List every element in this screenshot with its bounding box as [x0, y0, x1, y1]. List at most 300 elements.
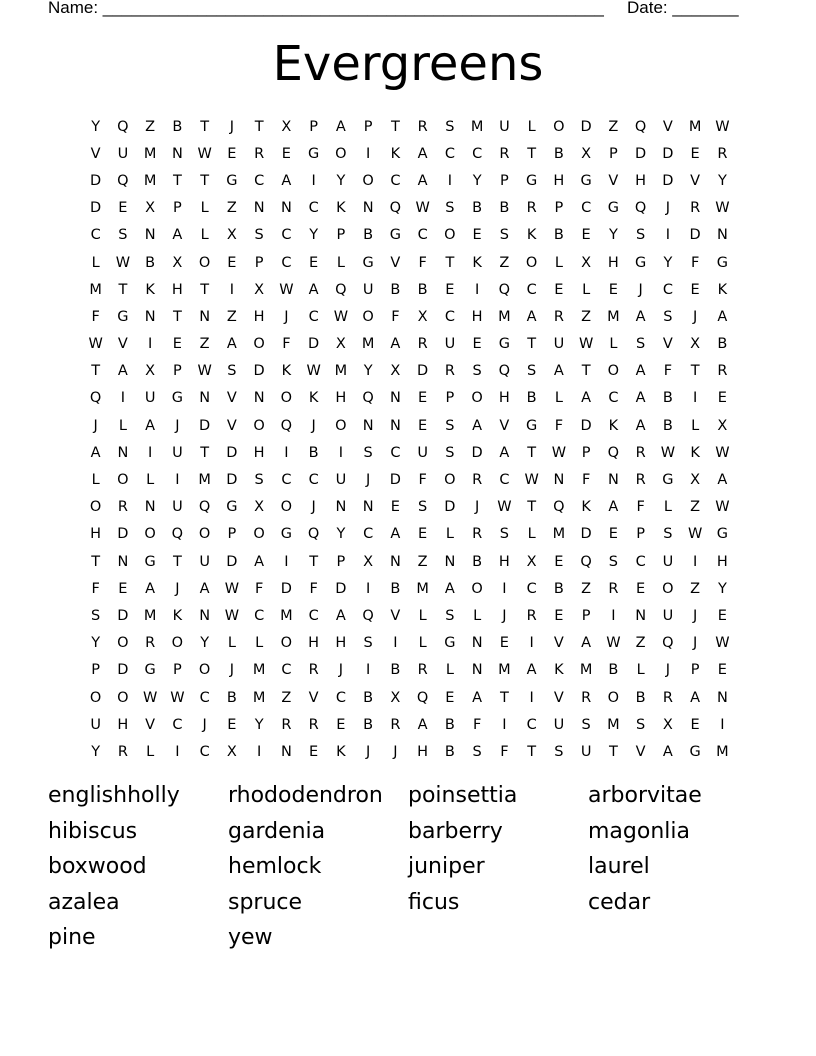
word-list-item: englishholly [48, 783, 180, 808]
grid-letter: D [417, 363, 429, 380]
grid-letter: D [580, 118, 592, 135]
grid-letter: C [526, 281, 537, 298]
grid-letter: E [554, 607, 564, 624]
grid-letter: A [199, 580, 210, 597]
grid-letter: N [144, 499, 156, 516]
grid-letter: I [692, 390, 698, 407]
grid-letter: I [529, 635, 534, 652]
grid-letter: C [254, 172, 265, 189]
grid-letter: E [227, 145, 237, 162]
grid-letter: J [311, 417, 316, 434]
grid-letter: V [390, 607, 401, 624]
grid-letter: N [716, 227, 728, 244]
grid-letter: N [607, 472, 619, 489]
grid-letter: I [120, 390, 126, 407]
grid-letter: F [636, 499, 645, 516]
grid-letter: A [635, 363, 646, 380]
grid-letter: E [717, 607, 727, 624]
grid-letter: O [253, 526, 265, 543]
word-list-item: hibiscus [48, 818, 138, 844]
grid-letter: B [526, 390, 537, 407]
grid-letter: K [472, 254, 482, 271]
grid-letter: W [660, 444, 676, 461]
grid-letter: J [692, 607, 698, 624]
grid-letter: V [662, 118, 673, 135]
grid-letter: L [582, 281, 591, 298]
grid-letter: H [607, 254, 619, 271]
grid-letter: N [253, 390, 265, 407]
grid-letter: B [145, 254, 156, 271]
grid-letter: T [608, 743, 618, 760]
grid-letter: V [308, 689, 319, 706]
grid-letter: L [527, 118, 536, 135]
grid-letter: G [498, 336, 510, 353]
grid-letter: I [692, 553, 698, 570]
grid-letter: E [499, 635, 509, 652]
grid-letter: D [117, 607, 129, 624]
grid-letter: N [280, 743, 292, 760]
grid-letter: L [418, 635, 427, 652]
grid-letter: A [608, 499, 619, 516]
grid-letter: Z [145, 118, 156, 135]
grid-letter: K [608, 417, 619, 434]
grid-letter: A [117, 363, 128, 380]
grid-letter: T [254, 118, 264, 135]
grid-letter: S [445, 417, 455, 434]
grid-letter: L [636, 662, 645, 679]
grid-letter: E [554, 281, 564, 298]
grid-letter: R [417, 662, 428, 679]
grid-letter: C [199, 689, 210, 706]
grid-letter: B [390, 580, 401, 597]
grid-letter: R [254, 145, 265, 162]
grid-letter: N [199, 607, 211, 624]
grid-letter: O [471, 390, 483, 407]
grid-letter: P [227, 526, 237, 543]
grid-letter: H [253, 308, 265, 325]
grid-letter: R [472, 472, 483, 489]
grid-letter: S [254, 227, 264, 244]
grid-letter: T [118, 281, 128, 298]
grid-letter: Z [690, 580, 701, 597]
grid-letter: I [365, 662, 371, 679]
grid-letter: I [147, 336, 153, 353]
grid-letter: S [663, 308, 673, 325]
grid-letter: D [226, 472, 238, 489]
grid-letter: T [581, 363, 591, 380]
grid-letter: K [281, 363, 292, 380]
grid-letter: U [172, 444, 183, 461]
grid-letter: E [472, 227, 482, 244]
grid-letter: Q [553, 499, 565, 516]
grid-letter: J [175, 417, 180, 434]
grid-letter: A [581, 390, 592, 407]
grid-letter: U [499, 118, 510, 135]
grid-letter: N [362, 200, 374, 217]
grid-letter: U [662, 553, 674, 570]
grid-letter: Q [607, 444, 620, 461]
grid-letter: M [198, 472, 211, 489]
grid-letter: Y [363, 363, 373, 380]
grid-letter: O [253, 336, 265, 353]
word-list-item: gardenia [228, 818, 326, 844]
grid-letter: J [284, 308, 289, 325]
grid-letter: W [142, 689, 158, 706]
grid-letter: X [662, 716, 673, 733]
grid-letter: S [363, 444, 373, 461]
grid-letter: J [692, 635, 698, 652]
grid-letter: D [662, 172, 674, 189]
grid-letter: R [390, 716, 401, 733]
grid-letter: N [335, 499, 347, 516]
grid-letter: O [198, 526, 211, 543]
grid-letter: C [281, 472, 292, 489]
grid-letter: R [444, 363, 455, 380]
grid-letter: F [418, 472, 427, 489]
grid-letter: C [281, 662, 292, 679]
grid-letter: F [282, 336, 291, 353]
grid-letter: W [606, 635, 621, 652]
grid-letter: D [280, 580, 292, 597]
grid-letter: G [308, 145, 320, 162]
grid-letter: E [390, 499, 400, 516]
grid-letter: R [526, 607, 537, 624]
grid-letter: E [445, 689, 455, 706]
grid-letter: J [229, 662, 235, 679]
grid-letter: Z [226, 308, 237, 325]
grid-letter: V [117, 336, 128, 353]
grid-letter: U [199, 553, 210, 570]
grid-letter: Q [89, 390, 102, 407]
grid-letter: A [499, 444, 510, 461]
grid-letter: L [118, 417, 127, 434]
grid-letter: N [716, 689, 728, 706]
grid-letter: N [144, 308, 156, 325]
grid-letter: Q [280, 417, 293, 434]
grid-letter: J [502, 607, 507, 624]
grid-letter: F [91, 308, 100, 325]
grid-letter: Z [581, 580, 592, 597]
grid-letter: A [553, 363, 564, 380]
grid-letter: O [335, 417, 347, 434]
grid-letter: M [716, 743, 729, 760]
grid-letter: W [170, 689, 185, 706]
grid-letter: Q [498, 281, 511, 298]
grid-letter: I [665, 227, 671, 244]
grid-letter: H [335, 390, 347, 407]
grid-letter: O [335, 145, 347, 162]
grid-letter: Y [91, 118, 101, 135]
grid-letter: G [226, 172, 238, 189]
grid-letter: E [608, 526, 618, 543]
grid-letter: J [692, 308, 698, 325]
grid-letter: H [335, 635, 347, 652]
grid-letter: Y [717, 172, 727, 189]
grid-letter: X [526, 553, 537, 570]
grid-letter: X [335, 336, 346, 353]
grid-letter: G [635, 254, 647, 271]
grid-letter: C [199, 743, 210, 760]
grid-letter: V [553, 635, 564, 652]
grid-letter: W [497, 499, 512, 516]
grid-letter: T [200, 444, 210, 461]
grid-letter: B [417, 281, 428, 298]
grid-letter: J [365, 743, 371, 760]
grid-letter: P [581, 444, 591, 461]
grid-letter: D [444, 499, 456, 516]
grid-letter: N [117, 444, 129, 461]
grid-letter: H [171, 281, 183, 298]
grid-letter: H [498, 390, 510, 407]
grid-letter: O [117, 689, 129, 706]
grid-letter: N [389, 390, 401, 407]
grid-letter: I [147, 444, 153, 461]
grid-letter: M [498, 308, 511, 325]
word-list-item: rhododendron [228, 783, 383, 808]
grid-letter: R [308, 662, 319, 679]
word-list-item: barberry [408, 818, 503, 844]
grid-letter: J [338, 662, 344, 679]
grid-letter: X [690, 472, 701, 489]
grid-letter: A [662, 743, 673, 760]
grid-letter: O [253, 417, 265, 434]
grid-letter: W [715, 444, 730, 461]
grid-letter: O [89, 689, 102, 706]
grid-letter: N [471, 662, 483, 679]
grid-letter: R [635, 472, 646, 489]
grid-letter: S [472, 363, 482, 380]
grid-letter: A [145, 580, 156, 597]
grid-letter: N [471, 635, 483, 652]
grid-letter: T [172, 553, 182, 570]
grid-letter: C [499, 472, 510, 489]
word-list-item: spruce [228, 889, 303, 915]
grid-letter: D [226, 444, 238, 461]
grid-letter: P [609, 145, 618, 162]
grid-letter: V [90, 145, 101, 162]
grid-letter: B [553, 227, 564, 244]
grid-letter: Y [472, 172, 482, 189]
grid-letter: W [551, 444, 567, 461]
grid-letter: A [281, 172, 292, 189]
grid-letter: P [690, 662, 700, 679]
grid-letter: O [117, 472, 129, 489]
grid-letter: V [226, 417, 237, 434]
grid-letter: E [227, 716, 237, 733]
grid-letter: V [662, 336, 673, 353]
grid-letter: C [335, 689, 346, 706]
grid-letter: E [309, 254, 319, 271]
grid-letter: Z [417, 553, 428, 570]
grid-letter: W [415, 200, 430, 217]
grid-letter: L [91, 254, 100, 271]
grid-letter: M [579, 662, 593, 679]
grid-letter: G [716, 526, 728, 543]
grid-letter: W [715, 118, 730, 135]
word-list-item: juniper [408, 854, 485, 880]
grid-letter: U [417, 444, 428, 461]
grid-letter: B [390, 662, 401, 679]
grid-letter: K [390, 145, 401, 162]
word-list-item: magonlia [588, 818, 690, 844]
grid-letter: T [172, 172, 182, 189]
grid-letter: G [526, 417, 538, 434]
grid-letter: I [393, 635, 398, 652]
grid-letter: X [390, 689, 401, 706]
grid-letter: C [308, 472, 319, 489]
grid-letter: W [306, 363, 321, 380]
grid-letter: M [252, 662, 266, 679]
grid-letter: N [362, 499, 374, 516]
grid-letter: R [635, 444, 646, 461]
grid-letter: F [663, 363, 673, 380]
grid-letter: A [472, 417, 483, 434]
grid-letter: C [281, 254, 292, 271]
grid-letter: J [229, 118, 235, 135]
grid-letter: G [580, 172, 592, 189]
grid-letter: B [363, 689, 374, 706]
grid-letter: U [580, 743, 592, 760]
grid-letter: T [309, 553, 319, 570]
grid-letter: I [256, 743, 262, 760]
grid-letter: R [117, 743, 128, 760]
grid-letter: O [444, 227, 456, 244]
grid-letter: E [118, 580, 128, 597]
grid-letter: U [662, 607, 674, 624]
grid-letter: R [417, 336, 428, 353]
grid-letter: A [635, 417, 646, 434]
grid-letter: V [635, 743, 646, 760]
grid-letter: D [90, 200, 102, 217]
grid-letter: I [175, 472, 180, 489]
grid-letter: T [200, 172, 210, 189]
grid-letter: S [445, 118, 455, 135]
grid-letter: C [417, 227, 428, 244]
grid-letter: B [226, 689, 237, 706]
grid-letter: U [144, 390, 156, 407]
grid-letter: Y [336, 526, 346, 543]
grid-letter: X [145, 363, 156, 380]
grid-letter: D [226, 553, 238, 570]
grid-letter: S [527, 363, 537, 380]
grid-letter: O [662, 580, 674, 597]
grid-letter: D [308, 336, 320, 353]
grid-letter: Q [498, 363, 511, 380]
grid-letter: E [418, 390, 428, 407]
grid-letter: E [690, 281, 700, 298]
grid-letter: S [445, 444, 455, 461]
grid-letter: B [662, 390, 673, 407]
grid-letter: X [363, 553, 374, 570]
grid-letter: S [636, 227, 646, 244]
grid-letter: H [308, 635, 320, 652]
grid-letter: C [526, 716, 537, 733]
grid-letter: R [308, 716, 319, 733]
grid-letter: J [665, 200, 671, 217]
grid-letter: L [255, 635, 264, 652]
grid-letter: Q [362, 607, 374, 624]
grid-letter: E [418, 526, 428, 543]
word-list-item: laurel [588, 854, 650, 880]
grid-letter: A [335, 607, 346, 624]
grid-letter: A [226, 336, 237, 353]
grid-letter: Q [117, 118, 129, 135]
grid-letter: X [717, 417, 728, 434]
grid-letter: S [499, 526, 509, 543]
grid-letter: K [308, 390, 319, 407]
grid-letter: D [580, 526, 592, 543]
grid-letter: R [553, 308, 564, 325]
grid-letter: E [281, 145, 291, 162]
grid-letter: U [117, 145, 129, 162]
grid-letter: F [91, 580, 100, 597]
grid-letter: Q [580, 553, 592, 570]
word-list-item: yew [228, 925, 273, 951]
grid-letter: L [146, 472, 155, 489]
grid-letter: Z [690, 499, 701, 516]
grid-letter: L [146, 743, 155, 760]
grid-letter: D [662, 145, 674, 162]
grid-letter: F [690, 254, 700, 271]
grid-letter: J [393, 743, 398, 760]
grid-letter: M [688, 118, 702, 135]
grid-letter: O [607, 689, 620, 706]
grid-letter: D [635, 145, 647, 162]
grid-letter: A [417, 145, 428, 162]
grid-letter: E [636, 580, 646, 597]
grid-letter: H [417, 743, 429, 760]
grid-letter: T [200, 281, 210, 298]
grid-letter: T [499, 689, 509, 706]
grid-letter: O [280, 499, 293, 516]
grid-letter: A [635, 308, 646, 325]
grid-letter: H [90, 526, 102, 543]
grid-letter: W [279, 281, 294, 298]
grid-letter: C [526, 580, 537, 597]
grid-letter: Z [635, 635, 646, 652]
page-title: Evergreens [272, 36, 544, 92]
grid-letter: R [581, 689, 592, 706]
grid-letter: X [417, 308, 428, 325]
grid-letter: P [173, 662, 182, 679]
grid-letter: M [143, 145, 157, 162]
grid-letter: M [361, 336, 375, 353]
grid-letter: A [390, 336, 401, 353]
grid-letter: P [254, 254, 264, 271]
grid-letter: V [608, 172, 619, 189]
grid-letter: X [254, 281, 265, 298]
grid-letter: P [581, 607, 591, 624]
grid-letter: K [717, 281, 728, 298]
grid-letter: L [445, 662, 454, 679]
grid-letter: B [635, 689, 646, 706]
grid-letter: Z [581, 308, 592, 325]
grid-letter: S [227, 363, 237, 380]
grid-letter: T [690, 363, 700, 380]
grid-letter: B [553, 580, 564, 597]
grid-letter: C [608, 390, 619, 407]
grid-letter: C [308, 607, 319, 624]
grid-letter: L [691, 417, 700, 434]
grid-letter: B [472, 553, 483, 570]
grid-letter: I [447, 172, 453, 189]
grid-letter: P [336, 553, 346, 570]
grid-letter: P [173, 363, 182, 380]
grid-letter: O [117, 635, 129, 652]
grid-letter: I [284, 553, 289, 570]
grid-letter: O [444, 472, 456, 489]
grid-letter: C [308, 308, 319, 325]
